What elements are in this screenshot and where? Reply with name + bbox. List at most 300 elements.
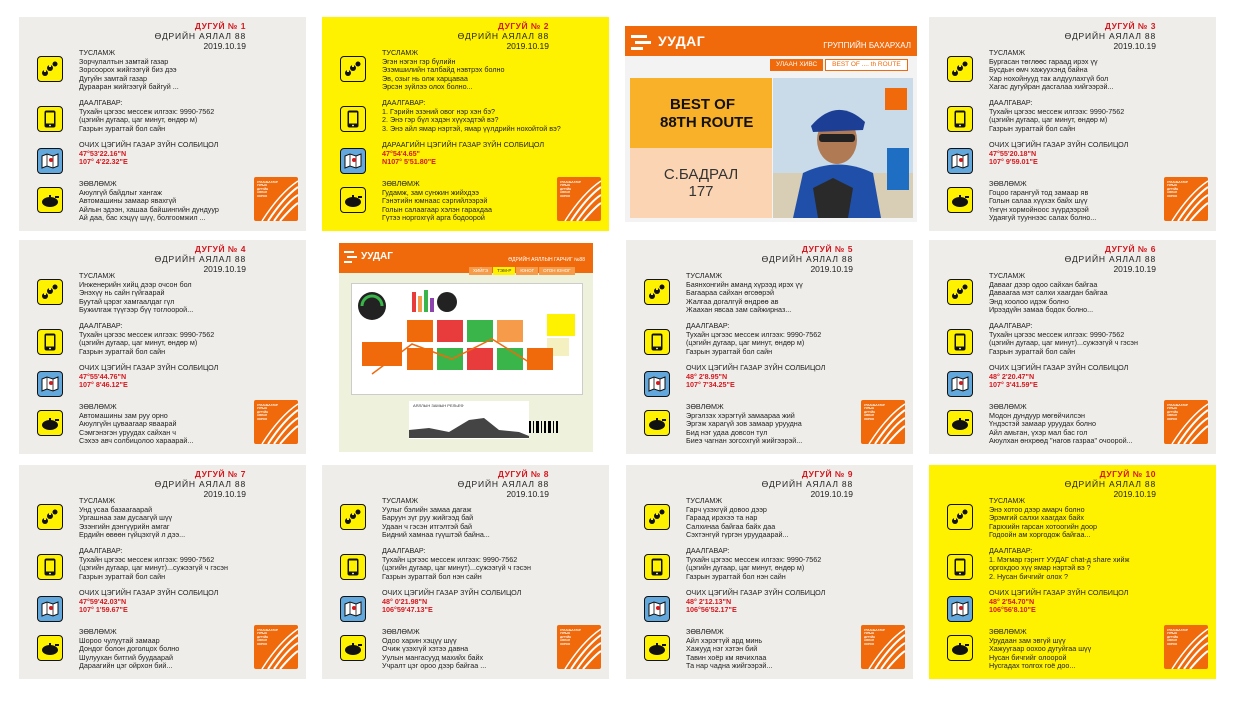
logo-mark-icon: [631, 31, 653, 51]
coords-icon-box: [37, 596, 63, 622]
advice-label: ЗӨВЛӨМЖ: [686, 627, 724, 636]
text-line: Гарххийн гарсан хотоогийн доор: [989, 521, 1097, 531]
task-label: ДААЛГАВАР:: [686, 546, 730, 555]
task-section: [935, 322, 1205, 364]
best-of-panel: [630, 78, 772, 148]
help-label: ТУСЛАМЖ: [686, 496, 723, 505]
task-icon-box: [37, 329, 63, 355]
coords-label: ОЧИХ ЦЭГИЙН ГАЗАР ЗҮЙН СОЛБИЦОЛ: [79, 588, 219, 597]
task-icon-box: [37, 106, 63, 132]
card-header: [1065, 469, 1156, 499]
longitude: 106°56'8.10"E: [989, 605, 1036, 615]
featured-header-bar: [625, 26, 917, 56]
club-logo: [254, 177, 298, 221]
help-label: ТУСЛАМЖ: [989, 496, 1026, 505]
task-label: ДААЛГАВАР:: [382, 546, 426, 555]
card-header: [762, 244, 853, 274]
text-line: 2. Нусан бичгийг олох ?: [989, 571, 1069, 581]
text-line: Эзэнгийн дэнгүүрийн амгаг: [79, 521, 170, 531]
bike-bell-icon: [343, 641, 363, 655]
text-line: Даваагаа мэт салхи хаагдан байгаа: [989, 288, 1108, 298]
help-section: [328, 49, 598, 91]
card-title: ДУГУЙ № 8: [497, 469, 549, 479]
text-line: Голын салаа хүүхэх байх шүү: [989, 196, 1088, 206]
map-brand: УУДАГ: [361, 251, 393, 262]
text-line: Гэнэтийн юмнаас сэргийлээрэй: [382, 196, 488, 206]
text-line: Автомашины зам руу орно: [79, 410, 168, 420]
card-title: ДУГУЙ № 3: [1104, 21, 1156, 31]
bike-bell-icon: [647, 641, 667, 655]
help-icon-box: [947, 504, 973, 530]
help-icon-box: [644, 279, 670, 305]
task-icon-box: [947, 554, 973, 580]
text-line: Гүтээ норгохгүй арга бодоорой: [382, 213, 485, 223]
text-line: Гарч үзэхгүй довоо дээр: [686, 504, 767, 514]
map-infographic: [351, 283, 583, 395]
card-title: ДУГУЙ № 6: [1104, 244, 1156, 254]
text-line: Бидний хамнаа гүүштэй байна...: [382, 530, 490, 540]
help-label: ТУСЛАМЖ: [989, 48, 1026, 57]
text-line: Уулыг бэлийн замаа дагаж: [382, 504, 472, 514]
help-section: [632, 497, 902, 539]
text-line: Гудамж, зам сунжин жийхдээ: [382, 187, 479, 197]
rider-name: С.БАДРАЛ: [663, 166, 739, 183]
tab-best-route[interactable]: BEST OF .... th ROUTE: [825, 59, 908, 71]
latitude: 48° 2'12.13"N: [686, 596, 732, 606]
route-card-2: [322, 17, 609, 231]
coords-icon-box: [37, 148, 63, 174]
help-icon-box: [947, 56, 973, 82]
longitude: 107° 3'41.59"E: [989, 380, 1038, 390]
featured-group-label: ГРУППИЙН БАХАРХАЛ: [823, 41, 911, 50]
card-subtitle: ӨДРИЙН АЯЛАЛ 88: [154, 31, 246, 41]
help-label: ТУСЛАМЖ: [382, 48, 419, 57]
logo-text: УЛААНБААТАР УУЛЫН ДУГУЙН АЯЛАЛ ХОРОО: [257, 628, 278, 646]
club-logo: [1164, 400, 1208, 444]
card-subtitle: ӨДРИЙН АЯЛАЛ 88: [761, 254, 853, 264]
text-line: Дугуйн замтай газар: [79, 73, 147, 83]
advice-icon-box: [947, 187, 973, 213]
map-icon: [951, 601, 969, 617]
text-line: (цэгийн дугаар, цаг минут, өндөр м): [686, 338, 805, 348]
text-line: Хагас дугуйран дасгалаа хийгээрэй...: [989, 82, 1114, 92]
best-of-line2: 88TH ROUTE: [660, 114, 754, 131]
help-section: [935, 497, 1205, 539]
longitude: N107° 5'51.80"E: [382, 157, 436, 167]
advice-icon-box: [644, 410, 670, 436]
latitude: 48° 2'54.70"N: [989, 596, 1035, 606]
text-line: Эгэн нэгэн гэр бүлийн: [382, 56, 456, 66]
text-line: Айлын эдээн, хашаа байшингийн дундуур: [79, 204, 219, 214]
text-line: Ердийн өвөөн гүйцэхгүй л дээ...: [79, 530, 186, 540]
card-subtitle: ӨДРИЙН АЯЛАЛ 88: [154, 254, 246, 264]
text-line: Унд усаа базаагаарай: [79, 504, 153, 514]
task-icon-box: [37, 554, 63, 580]
rider-number: 177: [688, 183, 714, 200]
longitude: 107° 8'46.12"E: [79, 380, 128, 390]
advice-label: ЗӨВЛӨМЖ: [79, 179, 117, 188]
advice-label: ЗӨВЛӨМЖ: [79, 402, 117, 411]
bike-bell-icon: [950, 641, 970, 655]
advice-label: ЗӨВЛӨМЖ: [686, 402, 724, 411]
logo-text: УЛААНБААТАР УУЛЫН ДУГУЙН АЯЛАЛ ХОРОО: [864, 403, 885, 421]
card-date: 2019.10.19: [203, 41, 246, 51]
chain-icon: [951, 284, 969, 300]
logo-text: УЛААНБААТАР УУЛЫН ДУГУЙН АЯЛАЛ ХОРОО: [1167, 628, 1188, 646]
longitude: 107° 9'59.01"E: [989, 157, 1038, 167]
text-line: Хажуугаар оохоо дугуйгаа шүү: [989, 644, 1092, 654]
advice-icon-box: [37, 410, 63, 436]
text-line: Газрын зурагтай бол сайн: [79, 571, 166, 581]
text-line: Эргэж харагүй зов замаар уруудна: [686, 419, 802, 429]
text-line: Эргэлзэх хэрэггүй замаараа жий: [686, 410, 795, 420]
task-section: [632, 547, 902, 589]
text-line: Биеэ чагнан зогсохгүй жийгээрэй...: [686, 436, 803, 446]
card-title: ДУГУЙ № 1: [194, 21, 246, 31]
logo-text: УЛААНБААТАР УУЛЫН ДУГУЙН АЯЛАЛ ХОРОО: [560, 180, 581, 198]
coords-label: ОЧИХ ЦЭГИЙН ГАЗАР ЗҮЙН СОЛБИЦОЛ: [686, 363, 826, 372]
logo-text: УЛААНБААТАР УУЛЫН ДУГУЙН АЯЛАЛ ХОРОО: [257, 403, 278, 421]
advice-label: ЗӨВЛӨМЖ: [989, 627, 1027, 636]
task-section: [328, 547, 598, 589]
text-line: Ирээдүйн замаа бодох болно...: [989, 305, 1094, 315]
barcode-icon: [529, 421, 569, 433]
coords-label: ОЧИХ ЦЭГИЙН ГАЗАР ЗҮЙН СОЛБИЦОЛ: [382, 588, 522, 597]
text-line: Дараагийн цэг ойрхон бий...: [79, 661, 173, 671]
text-line: Газрын зурагтай бол нэн сайн: [686, 571, 786, 581]
text-line: Хар нохойнууд так алдуулахгүй бол: [989, 73, 1109, 83]
bike-bell-icon: [40, 416, 60, 430]
task-icon-box: [644, 554, 670, 580]
card-header: [1065, 244, 1156, 274]
map-tab-0[interactable]: ХИЙГЭ: [469, 267, 492, 275]
help-label: ТУСЛАМЖ: [382, 496, 419, 505]
club-logo: [557, 625, 601, 669]
map-icon: [648, 601, 666, 617]
card-subtitle: ӨДРИЙН АЯЛАЛ 88: [761, 479, 853, 489]
text-line: Аюулгүй байдлыг хангаж: [79, 187, 162, 197]
card-header: [1065, 21, 1156, 51]
task-section: [632, 322, 902, 364]
card-title: ДУГУЙ № 10: [1099, 469, 1156, 479]
text-line: Үнгүн хормойноос зүүрдээрэй: [989, 204, 1089, 214]
text-line: Дондог болон доголцох болно: [79, 644, 180, 654]
coords-icon-box: [340, 596, 366, 622]
map-icon: [344, 601, 362, 617]
card-date: 2019.10.19: [810, 264, 853, 274]
text-line: Айл хэрэгтүй ард минь: [686, 635, 763, 645]
advice-icon-box: [340, 635, 366, 661]
card-header: [458, 469, 549, 499]
logo-text: УЛААНБААТАР УУЛЫН ДУГУЙН АЯЛАЛ ХОРОО: [1167, 180, 1188, 198]
text-line: Хажууд нэг хэтэн бий: [686, 644, 758, 654]
text-line: Сэмгэнэгэн уруудах сайхан ч: [79, 427, 176, 437]
club-logo: [861, 400, 905, 444]
task-label: ДААЛГАВАР:: [79, 98, 123, 107]
help-section: [25, 272, 295, 314]
help-section: [935, 272, 1205, 314]
chain-icon: [648, 284, 666, 300]
text-line: 1. Гэрийн эзэний овог нэр хэн бэ?: [382, 106, 495, 116]
text-line: Энд хоолоо идэж болно: [989, 296, 1069, 306]
route-card-4: [19, 240, 306, 454]
coords-label: ОЧИХ ЦЭГИЙН ГАЗАР ЗҮЙН СОЛБИЦОЛ: [686, 588, 826, 597]
help-icon-box: [37, 56, 63, 82]
help-section: [25, 49, 295, 91]
text-line: Энэ хотоо дээр амарч болно: [989, 504, 1085, 514]
coords-label: ОЧИХ ЦЭГИЙН ГАЗАР ЗҮЙН СОЛБИЦОЛ: [989, 588, 1129, 597]
task-label: ДААЛГАВАР:: [79, 546, 123, 555]
coords-icon-box: [947, 371, 973, 397]
text-line: Учралт цэг ороо дээр байгаа ...: [382, 661, 487, 671]
longitude: 107° 7'34.25"E: [686, 380, 735, 390]
rider-name-panel: [630, 148, 772, 218]
text-line: (цэгийн дугаар, цаг минут, өндөр м): [79, 115, 198, 125]
route-card-7: [19, 465, 306, 679]
text-line: Газрын зурагтай бол сайн: [79, 346, 166, 356]
text-line: (цэгийн дугаар, цаг минут, өндөр м): [686, 563, 805, 573]
text-line: Ургашнаа зам дусаагүй шүү: [79, 513, 173, 523]
text-line: Буутай цэрэг хамгаалдаг гүл: [79, 296, 175, 306]
route-card-6: [929, 240, 1216, 454]
task-section: [328, 99, 598, 141]
map-tab-3[interactable]: ОГОН ЮНОГ: [539, 267, 574, 275]
task-icon-box: [947, 106, 973, 132]
task-label: ДААЛГАВАР:: [989, 98, 1033, 107]
latitude: 48° 0'21.98"N: [382, 596, 428, 606]
route-card-9: [626, 465, 913, 679]
task-section: [935, 99, 1205, 141]
card-subtitle: ӨДРИЙН АЯЛАЛ 88: [1064, 254, 1156, 264]
text-line: Гараад ирэхээ та нар: [686, 513, 758, 523]
text-line: (цэгийн дугаар, цаг минут)...сужээгүй ч гэсэн: [79, 563, 228, 573]
elevation-title: АЯЛЛЫН ЗАМЫН РЕЛЬЕФ: [413, 403, 464, 408]
help-label: ТУСЛАМЖ: [989, 271, 1026, 280]
card-date: 2019.10.19: [1113, 489, 1156, 499]
text-line: (цэгийн дугаар, цаг минут, өндөр м): [989, 115, 1108, 125]
map-tabs: [469, 267, 575, 275]
latitude: 47°55'44.76"N: [79, 371, 127, 381]
help-section: [632, 272, 902, 314]
help-icon-box: [947, 279, 973, 305]
coords-label: ОЧИХ ЦЭГИЙН ГАЗАР ЗҮЙН СОЛБИЦОЛ: [989, 363, 1129, 372]
phone-icon: [44, 110, 56, 128]
longitude: 106°59'47.13"E: [382, 605, 433, 615]
advice-label: ЗӨВЛӨМЖ: [989, 402, 1027, 411]
help-label: ТУСЛАМЖ: [686, 271, 723, 280]
phone-icon: [44, 333, 56, 351]
text-line: Газрын зурагтай бол сайн: [686, 346, 773, 356]
text-line: Модон дундуур мөгөйчилсэн: [989, 410, 1085, 420]
card-date: 2019.10.19: [506, 41, 549, 51]
card-title: ДУГУЙ № 7: [194, 469, 246, 479]
card-title: ДУГУЙ № 9: [801, 469, 853, 479]
text-line: Газрын зурагтай бол сайн: [989, 346, 1076, 356]
help-icon-box: [340, 56, 366, 82]
bike-bell-icon: [40, 193, 60, 207]
card-subtitle: ӨДРИЙН АЯЛАЛ 88: [457, 31, 549, 41]
longitude: 107° 4'22.32"E: [79, 157, 128, 167]
text-line: Тухайн цэгээс мессеж илгээх: 9990-7562: [989, 106, 1125, 116]
text-line: Аюулгүйн цуваагаар яваарай: [79, 419, 177, 429]
club-logo: [254, 400, 298, 444]
tab-red-carpet[interactable]: УЛААН ХИВС: [770, 59, 823, 71]
advice-icon-box: [644, 635, 670, 661]
latitude: 47°53'22.16"N: [79, 148, 127, 158]
text-line: Нусгадах толгох гоё доо...: [989, 661, 1076, 671]
help-icon-box: [37, 504, 63, 530]
card-header: [458, 21, 549, 51]
text-line: Энэхүү нь сайн гүйгаарай: [79, 288, 165, 298]
card-date: 2019.10.19: [506, 489, 549, 499]
latitude: 48° 2'20.47"N: [989, 371, 1035, 381]
text-line: Эв, озыг нь олж харцаваа: [382, 73, 468, 83]
chain-icon: [344, 61, 362, 77]
help-section: [25, 497, 295, 539]
club-logo: [557, 177, 601, 221]
card-title: ДУГУЙ № 4: [194, 244, 246, 254]
text-line: Жалгаа догалгүй өндрөө ав: [686, 296, 779, 306]
task-section: [25, 322, 295, 364]
map-icon: [41, 601, 59, 617]
phone-icon: [347, 110, 359, 128]
card-header: [155, 469, 246, 499]
text-line: Газрын зурагтай бол сайн: [79, 123, 166, 133]
advice-label: ЗӨВЛӨМЖ: [382, 179, 420, 188]
featured-tabs: [770, 59, 908, 71]
logo-text: УЛААНБААТАР УУЛЫН ДУГУЙН АЯЛАЛ ХОРОО: [560, 628, 581, 646]
text-line: Багаараа сайхан өгсөөрэй: [686, 288, 774, 298]
help-section: [328, 497, 598, 539]
route-card-8: [322, 465, 609, 679]
elevation-profile: [409, 401, 529, 439]
chain-icon: [344, 509, 362, 525]
coords-icon-box: [644, 371, 670, 397]
map-subtitle: ӨДРИЙН АЯЛЛЫН ГАРЧИГ №88: [508, 257, 585, 263]
task-label: ДААЛГАВАР:: [989, 546, 1033, 555]
card-title: ДУГУЙ № 5: [801, 244, 853, 254]
advice-icon-box: [340, 187, 366, 213]
text-line: Айл амьтан, үхэр мал бас гол: [989, 427, 1088, 437]
coords-icon-box: [644, 596, 670, 622]
map-icon: [951, 376, 969, 392]
phone-icon: [651, 333, 663, 351]
logo-text: УЛААНБААТАР УУЛЫН ДУГУЙН АЯЛАЛ ХОРОО: [257, 180, 278, 198]
help-label: ТУСЛАМЖ: [79, 271, 116, 280]
text-line: Тухайн цэгээс мессеж илгээх: 9990-7562: [686, 554, 822, 564]
text-line: Үндэстэй замаар уруудах болно: [989, 419, 1096, 429]
text-line: Тавин хоёр км явчихлаа: [686, 652, 767, 662]
text-line: Голын салаагаар хэлэн гарахдаа: [382, 204, 492, 214]
club-logo: [1164, 625, 1208, 669]
text-line: Тухайн цэгээс мессеж илгээх: 9990-7562: [79, 554, 215, 564]
text-line: Автомашины замаар явахгүй: [79, 196, 177, 206]
text-line: Эзэмшилийн талбайд нэвтрэх болно: [382, 65, 505, 75]
latitude: 48° 2'8.95"N: [686, 371, 728, 381]
task-label: ДААЛГАВАР:: [382, 98, 426, 107]
club-logo: [254, 625, 298, 669]
phone-icon: [954, 110, 966, 128]
text-line: 2. Энэ гэр бүл хэдэн хүүхэдтэй вэ?: [382, 115, 499, 125]
help-icon-box: [340, 504, 366, 530]
task-section: [935, 547, 1205, 589]
longitude: 106°56'52.17"E: [686, 605, 737, 615]
help-icon-box: [37, 279, 63, 305]
route-card-3: [929, 17, 1216, 231]
task-icon-box: [644, 329, 670, 355]
coords-label: ОЧИХ ЦЭГИЙН ГАЗАР ЗҮЙН СОЛБИЦОЛ: [989, 140, 1129, 149]
text-line: Аюулхан өнхрөөд "нагов газраа" очоорой...: [989, 436, 1133, 446]
route-card-5: [626, 240, 913, 454]
text-line: Бусдын өмч хажуухэнд байна: [989, 65, 1088, 75]
card-header: [155, 244, 246, 274]
text-line: Бургасан төглөөс гараад ирэх үү: [989, 56, 1098, 66]
text-line: Удаягуй тууннээс салах болно...: [989, 213, 1097, 223]
map-icon: [648, 376, 666, 392]
card-subtitle: ӨДРИЙН АЯЛАЛ 88: [154, 479, 246, 489]
map-logo-icon: [344, 249, 358, 265]
featured-brand: УУДАГ: [658, 33, 706, 49]
map-tab-1[interactable]: ТЭМ-Р: [493, 267, 515, 275]
text-line: Баянхонгийн аманд хүрээд ирэх үү: [686, 279, 803, 289]
phone-icon: [954, 333, 966, 351]
advice-label: ЗӨВЛӨМЖ: [989, 179, 1027, 188]
advice-label: ЗӨВЛӨМЖ: [79, 627, 117, 636]
card-subtitle: ӨДРИЙН АЯЛАЛ 88: [1064, 31, 1156, 41]
card-date: 2019.10.19: [1113, 264, 1156, 274]
text-line: Ай даа, бас хэцүү шүү, болгоомжил ...: [79, 213, 206, 223]
phone-icon: [347, 558, 359, 576]
task-icon-box: [340, 554, 366, 580]
text-line: Урудаан зам эвгүй шүү: [989, 635, 1066, 645]
text-line: Давааг дээр одоо сайхан байгаа: [989, 279, 1098, 289]
card-date: 2019.10.19: [203, 489, 246, 499]
task-icon-box: [947, 329, 973, 355]
chain-icon: [951, 61, 969, 77]
map-tab-2[interactable]: ЮНОГ: [516, 267, 538, 275]
text-line: Тухайн цэгээс мессеж илгээх: 9990-7562: [686, 329, 822, 339]
task-icon-box: [340, 106, 366, 132]
phone-icon: [44, 558, 56, 576]
text-line: Эрэмгий салхи хаагдах байх: [989, 513, 1084, 523]
map-icon: [41, 153, 59, 169]
text-line: Салхинаа байгаа байх даа: [686, 521, 776, 531]
coords-icon-box: [340, 148, 366, 174]
chain-icon: [41, 61, 59, 77]
latitude: 47°55'20.18"N: [989, 148, 1037, 158]
coords-label: ДАРААГИЙН ЦЭГИЙН ГАЗАР ЗҮЙН СОЛБИЦОЛ: [382, 140, 545, 149]
text-line: Та нар чадна жийгээрэй...: [686, 661, 773, 671]
task-label: ДААЛГАВАР:: [686, 321, 730, 330]
task-section: [25, 99, 295, 141]
text-line: Сэхээ авч солбицолоо хараарай...: [79, 436, 194, 446]
bike-bell-icon: [647, 416, 667, 430]
card-date: 2019.10.19: [1113, 41, 1156, 51]
chain-icon: [41, 284, 59, 300]
card-header: [762, 469, 853, 499]
text-line: Гоцоо гарангуй тод замаар яв: [989, 187, 1089, 197]
chain-icon: [951, 509, 969, 525]
text-line: Удаан ч гэсэн итгэлтэй бай: [382, 521, 473, 531]
text-line: Шулуухан битгий буудаарай: [79, 652, 174, 662]
text-line: Зорсоорох жийгээгүй биз дээ: [79, 65, 177, 75]
advice-icon-box: [37, 187, 63, 213]
coords-label: ОЧИХ ЦЭГИЙН ГАЗАР ЗҮЙН СОЛБИЦОЛ: [79, 363, 219, 372]
text-line: Баруун зүг руу жийгээд бай: [382, 513, 474, 523]
help-label: ТУСЛАМЖ: [79, 48, 116, 57]
latitude: 47°54'4.65": [382, 148, 420, 158]
text-line: оргохдоо хүү ямар нэртэй вэ ?: [989, 563, 1091, 573]
